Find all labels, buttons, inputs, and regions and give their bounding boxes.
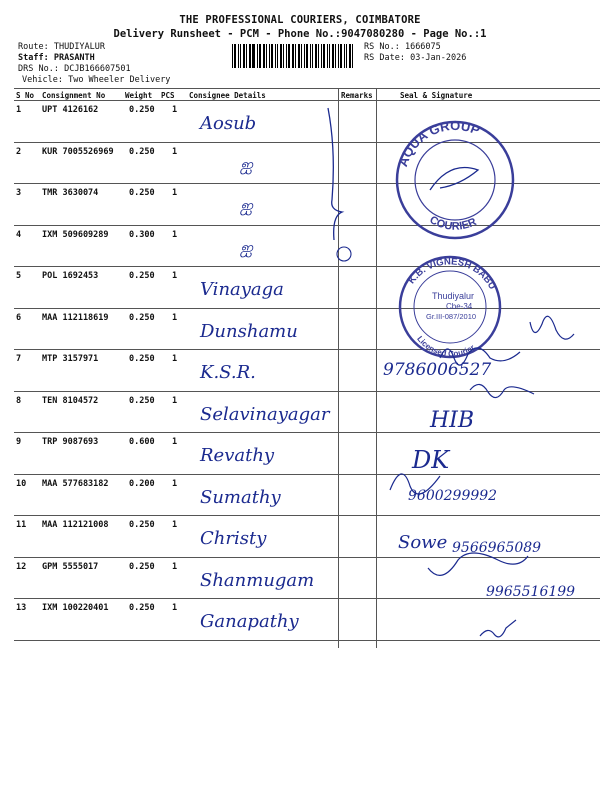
signature-row6b (530, 316, 574, 339)
vehicle-line: Vehicle: Two Wheeler Delivery (22, 75, 171, 85)
row-sno: 3 (16, 188, 22, 198)
row-consignment: MAA 112121008 (42, 520, 109, 530)
signature-row7 (470, 384, 534, 397)
drs-line: DRS No.: DCJB166607501 (18, 64, 131, 74)
row-pcs: 1 (172, 229, 178, 240)
aqua-stamp-top: AQUA GROUP (395, 117, 482, 169)
row-pcs: 1 (172, 478, 178, 489)
staff-line: Staff: PRASANTH (18, 53, 95, 63)
aqua-stamp-bottom: COURIER (427, 213, 479, 233)
row-consignee-handwriting: Ganapathy (200, 611, 299, 632)
route-value: THUDIYALUR (53, 42, 106, 52)
row-consignment: KUR 7005526969 (42, 146, 114, 157)
row-weight: 0.250 (129, 146, 155, 157)
rs-no-value: 1666075 (404, 42, 441, 52)
col-weight: Weight (125, 91, 153, 100)
row-weight: 0.250 (129, 271, 155, 281)
row-consignment: MAA 577683182 (42, 478, 109, 489)
row-consignment: IXM 100220401 (42, 603, 109, 613)
row-sno: 9 (16, 437, 22, 447)
row-weight: 0.250 (129, 188, 155, 198)
rs-no-line: RS No.: 1666075 (364, 42, 441, 52)
row-pcs: 1 (172, 271, 178, 281)
drs-value: DCJB166607501 (64, 64, 131, 74)
vignesh-stamp-place: Thudiyalur (432, 291, 475, 301)
row-sno: 7 (16, 354, 22, 364)
row-sno: 5 (16, 271, 22, 281)
row-consignee-handwriting: Revathy (200, 445, 275, 466)
row-consignment: IXM 509609289 (42, 229, 109, 240)
row-consignee-handwriting: ஐ (240, 237, 253, 257)
col-sno: S No (16, 91, 35, 100)
row-consignee-handwriting: Christy (200, 528, 267, 549)
row-sno: 6 (16, 312, 22, 323)
row-weight: 0.250 (129, 561, 155, 572)
row-pcs: 1 (172, 146, 178, 157)
row-consignee-handwriting: Selavinayagar (200, 403, 330, 425)
row-consignment: MAA 112118619 (42, 312, 109, 323)
col-pcs: PCS (161, 91, 175, 100)
row-sno: 13 (16, 603, 27, 613)
runsheet-title: Delivery Runsheet - PCM - Phone No.:9047080280 - Page No.:1 (113, 28, 487, 40)
row11-phone: 9566965089 (452, 540, 542, 556)
row-consignment: POL 1692453 (42, 271, 99, 281)
row-weight: 0.600 (129, 437, 155, 447)
ditto-bracket (328, 108, 342, 240)
row-weight: 0.250 (129, 520, 155, 530)
row-pcs: 1 (172, 188, 178, 198)
route-line: Route: THUDIYALUR (18, 42, 106, 52)
rs-date-line: RS Date: 03-Jan-2026 (364, 53, 467, 63)
row-consignee-handwriting: ஐ (240, 154, 253, 174)
row-sno: 10 (16, 478, 27, 489)
row-consignee-handwriting: Dunshamu (200, 320, 298, 342)
row12-phone: 9965516199 (486, 584, 576, 600)
row-sno: 11 (16, 520, 27, 530)
row-consignee-handwriting: Aosub (200, 113, 257, 134)
row-consignment: TRP 9087693 (42, 437, 99, 447)
row-weight: 0.200 (129, 478, 155, 489)
row-weight: 0.250 (129, 312, 155, 323)
row11-signature: Sowe (398, 532, 448, 553)
row-consignee-handwriting: Shanmugam (200, 569, 315, 591)
col-consignment: Consignment No (42, 91, 106, 100)
col-consignee: Consignee Details (189, 91, 266, 100)
row-consignment: TMR 3630074 (42, 188, 99, 198)
row-weight: 0.300 (129, 229, 155, 240)
row-pcs: 1 (172, 395, 178, 406)
row9-signature: HIB (430, 408, 475, 433)
signature-row12 (428, 553, 528, 575)
company-name: THE PROFESSIONAL COURIERS, COIMBATORE (179, 14, 421, 26)
row-consignee-handwriting: K.S.R. (200, 362, 256, 383)
row-weight: 0.250 (129, 105, 155, 115)
staff-value: PRASANTH (53, 53, 95, 63)
col-remarks: Remarks (341, 91, 373, 100)
row-pcs: 1 (172, 354, 178, 364)
row-consignment: UPT 4126162 (42, 105, 99, 115)
row-sno: 12 (16, 561, 27, 572)
col-seal: Seal & Signature (400, 91, 473, 100)
row-sno: 2 (16, 146, 22, 157)
row-consignee-handwriting: ஐ (240, 196, 253, 215)
row-pcs: 1 (172, 105, 178, 115)
row-consignment: GPM 5555017 (42, 561, 99, 572)
row-pcs: 1 (172, 312, 178, 323)
vignesh-stamp-name: K.B. VIGNESH BABU (406, 256, 498, 292)
row-sno: 1 (16, 105, 22, 115)
row-consignment: MTP 3157971 (42, 354, 99, 364)
row-weight: 0.250 (129, 603, 155, 613)
row7-phone: 9786006527 (383, 360, 492, 380)
row-consignment: TEN 8104572 (42, 395, 99, 406)
row10-phone: 9600299992 (408, 488, 498, 504)
vignesh-stamp-licensed: Licensed Courier (415, 334, 477, 359)
row-pcs: 1 (172, 520, 178, 530)
row-consignee-handwriting: Sumathy (200, 486, 281, 508)
circled-mark (337, 247, 351, 261)
row-weight: 0.250 (129, 354, 155, 364)
row-pcs: 1 (172, 603, 178, 613)
vignesh-stamp-reg: Gr.III-087/2010 (426, 312, 477, 321)
row-pcs: 1 (172, 561, 178, 572)
row-sno: 8 (16, 395, 22, 406)
vehicle-value: Two Wheeler Delivery (68, 75, 171, 85)
row-weight: 0.250 (129, 395, 155, 406)
signature-row13 (480, 620, 516, 637)
vignesh-stamp-code: Cbe-34 (446, 302, 473, 311)
aqua-group-stamp (395, 118, 513, 238)
row-sno: 4 (16, 229, 22, 240)
row-pcs: 1 (172, 437, 178, 447)
row10-signature: DK (412, 446, 450, 474)
rs-date-value: 03-Jan-2026 (410, 53, 467, 63)
row-consignee-handwriting: Vinayaga (200, 279, 284, 300)
